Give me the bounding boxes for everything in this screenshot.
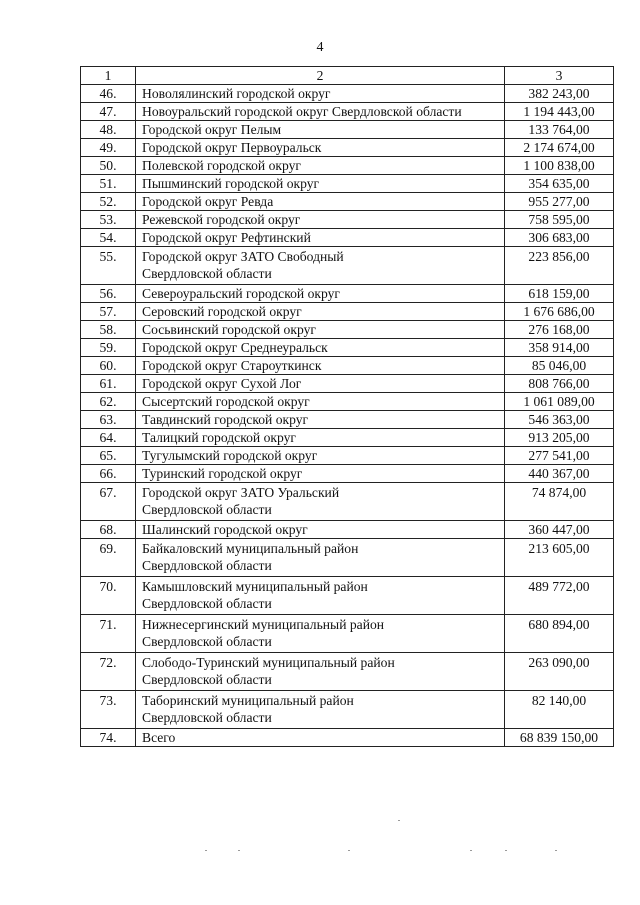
amount-cell: 82 140,00 bbox=[505, 691, 614, 729]
amount-cell: 680 894,00 bbox=[505, 615, 614, 653]
row-number-cell: 72. bbox=[81, 653, 136, 691]
header-cell-number: 1 bbox=[81, 67, 136, 85]
row-number-cell: 52. bbox=[81, 193, 136, 211]
municipality-name-line: Сысертский городской округ bbox=[142, 394, 310, 409]
table-row bbox=[81, 139, 614, 157]
amount-cell: 360 447,00 bbox=[505, 521, 614, 539]
municipality-name-line: Тугулымский городской округ bbox=[142, 448, 318, 463]
municipality-name-cell bbox=[136, 157, 505, 175]
table-row bbox=[81, 615, 614, 653]
municipality-name-line: Городской округ Ревда bbox=[142, 194, 274, 209]
table-row bbox=[81, 321, 614, 339]
table-row bbox=[81, 175, 614, 193]
row-number-cell: 65. bbox=[81, 447, 136, 465]
row-number-cell: 51. bbox=[81, 175, 136, 193]
row-number-cell: 49. bbox=[81, 139, 136, 157]
table-row bbox=[81, 465, 614, 483]
table-row bbox=[81, 375, 614, 393]
municipality-name-cell bbox=[136, 615, 505, 653]
table-row bbox=[81, 577, 614, 615]
municipality-name-line: Талицкий городской округ bbox=[142, 430, 296, 445]
municipality-name-line: Свердловской области bbox=[142, 596, 272, 611]
municipality-name-line: Городской округ Рефтинский bbox=[142, 230, 311, 245]
row-number-cell: 60. bbox=[81, 357, 136, 375]
row-number-cell: 53. bbox=[81, 211, 136, 229]
row-number-cell: 55. bbox=[81, 247, 136, 285]
municipality-name-cell bbox=[136, 521, 505, 539]
row-number-cell: 73. bbox=[81, 691, 136, 729]
amount-cell: 213 605,00 bbox=[505, 539, 614, 577]
table-row bbox=[81, 729, 614, 747]
table-row bbox=[81, 429, 614, 447]
amount-cell: 223 856,00 bbox=[505, 247, 614, 285]
municipality-name-cell bbox=[136, 175, 505, 193]
municipality-name-line: Байкаловский муниципальный район bbox=[142, 541, 359, 556]
amount-cell: 758 595,00 bbox=[505, 211, 614, 229]
municipality-name-line: Туринский городской округ bbox=[142, 466, 303, 481]
municipality-name-cell bbox=[136, 653, 505, 691]
municipality-name-line: Режевской городской округ bbox=[142, 212, 301, 227]
header-cell-value: 3 bbox=[505, 67, 614, 85]
municipality-name-line: Шалинский городской округ bbox=[142, 522, 308, 537]
municipality-name-line: Новолялинский городской округ bbox=[142, 86, 331, 101]
table-row bbox=[81, 521, 614, 539]
amount-cell: 1 676 686,00 bbox=[505, 303, 614, 321]
amount-cell: 68 839 150,00 bbox=[505, 729, 614, 747]
amount-cell: 1 100 838,00 bbox=[505, 157, 614, 175]
municipality-name-line: Свердловской области bbox=[142, 502, 272, 517]
amount-cell: 808 766,00 bbox=[505, 375, 614, 393]
municipality-name-line: Городской округ Первоуральск bbox=[142, 140, 322, 155]
municipality-name-line: Городской округ ЗАТО Уральский bbox=[142, 485, 340, 500]
page-number: 4 bbox=[316, 40, 324, 55]
municipality-name-cell bbox=[136, 577, 505, 615]
municipality-name-cell bbox=[136, 465, 505, 483]
table-row bbox=[81, 447, 614, 465]
amount-cell: 2 174 674,00 bbox=[505, 139, 614, 157]
amount-cell: 913 205,00 bbox=[505, 429, 614, 447]
table-row bbox=[81, 157, 614, 175]
amount-cell: 354 635,00 bbox=[505, 175, 614, 193]
row-number-cell: 48. bbox=[81, 121, 136, 139]
table-row bbox=[81, 121, 614, 139]
municipality-name-cell bbox=[136, 85, 505, 103]
row-number-cell: 66. bbox=[81, 465, 136, 483]
table-row bbox=[81, 247, 614, 285]
municipality-name-cell bbox=[136, 375, 505, 393]
municipality-name-line: Североуральский городской округ bbox=[142, 286, 340, 301]
table-row bbox=[81, 411, 614, 429]
municipality-name-cell bbox=[136, 303, 505, 321]
row-number-cell: 46. bbox=[81, 85, 136, 103]
municipality-name-line: Городской округ Сухой Лог bbox=[142, 376, 302, 391]
municipality-name-cell bbox=[136, 193, 505, 211]
municipality-name-cell bbox=[136, 121, 505, 139]
table-row bbox=[81, 483, 614, 521]
amount-cell: 1 061 089,00 bbox=[505, 393, 614, 411]
municipality-name-line: Серовский городской округ bbox=[142, 304, 302, 319]
amount-cell: 489 772,00 bbox=[505, 577, 614, 615]
table-row bbox=[81, 85, 614, 103]
row-number-cell: 50. bbox=[81, 157, 136, 175]
amount-cell: 440 367,00 bbox=[505, 465, 614, 483]
row-number-cell: 59. bbox=[81, 339, 136, 357]
table-row bbox=[81, 193, 614, 211]
table-row bbox=[81, 285, 614, 303]
amount-cell: 85 046,00 bbox=[505, 357, 614, 375]
municipality-name-line: Городской округ ЗАТО Свободный bbox=[142, 249, 344, 264]
amount-cell: 133 764,00 bbox=[505, 121, 614, 139]
municipality-name-cell bbox=[136, 211, 505, 229]
municipality-name-cell bbox=[136, 285, 505, 303]
table-row bbox=[81, 653, 614, 691]
municipality-name-line: Свердловской области bbox=[142, 558, 272, 573]
row-number-cell: 69. bbox=[81, 539, 136, 577]
municipality-name-line: Слободо-Туринский муниципальный район bbox=[142, 655, 395, 670]
table-row bbox=[81, 357, 614, 375]
municipality-name-line: Камышловский муниципальный район bbox=[142, 579, 368, 594]
amount-cell: 277 541,00 bbox=[505, 447, 614, 465]
municipality-name-cell bbox=[136, 483, 505, 521]
municipality-name-cell bbox=[136, 229, 505, 247]
row-number-cell: 71. bbox=[81, 615, 136, 653]
municipality-name-line: Свердловской области bbox=[142, 710, 272, 725]
amount-cell: 263 090,00 bbox=[505, 653, 614, 691]
municipality-name-line: Городской округ Среднеуральск bbox=[142, 340, 328, 355]
amount-cell: 382 243,00 bbox=[505, 85, 614, 103]
row-number-cell: 54. bbox=[81, 229, 136, 247]
municipality-name-cell bbox=[136, 411, 505, 429]
row-number-cell: 47. bbox=[81, 103, 136, 121]
municipality-name-cell bbox=[136, 321, 505, 339]
municipality-name-line: Полевской городской округ bbox=[142, 158, 301, 173]
municipality-name-line: Свердловской области bbox=[142, 634, 272, 649]
municipality-name-cell bbox=[136, 729, 505, 747]
row-number-cell: 70. bbox=[81, 577, 136, 615]
row-number-cell: 64. bbox=[81, 429, 136, 447]
amount-cell: 618 159,00 bbox=[505, 285, 614, 303]
amount-cell: 1 194 443,00 bbox=[505, 103, 614, 121]
amount-cell: 74 874,00 bbox=[505, 483, 614, 521]
municipality-name-line: Сосьвинский городской округ bbox=[142, 322, 316, 337]
amount-cell: 276 168,00 bbox=[505, 321, 614, 339]
row-number-cell: 56. bbox=[81, 285, 136, 303]
municipality-name-cell bbox=[136, 339, 505, 357]
municipality-name-line: Нижнесергинский муниципальный район bbox=[142, 617, 385, 632]
municipality-name-cell bbox=[136, 393, 505, 411]
municipality-name-line: Новоуральский городской округ Свердловской области bbox=[142, 104, 462, 119]
municipality-name-line: Пышминский городской округ bbox=[142, 176, 320, 191]
municipality-name-line: Городской округ Староуткинск bbox=[142, 358, 322, 373]
amount-cell: 306 683,00 bbox=[505, 229, 614, 247]
municipality-name-line: Таборинский муниципальный район bbox=[142, 693, 354, 708]
amount-cell: 955 277,00 bbox=[505, 193, 614, 211]
municipality-name-line: Тавдинский городской округ bbox=[142, 412, 309, 427]
header-cell-name: 2 bbox=[136, 67, 505, 85]
table-row bbox=[81, 539, 614, 577]
municipality-name-cell bbox=[136, 539, 505, 577]
municipality-name-line: Свердловской области bbox=[142, 672, 272, 687]
municipality-name-cell bbox=[136, 357, 505, 375]
row-number-cell: 61. bbox=[81, 375, 136, 393]
municipality-name-cell bbox=[136, 247, 505, 285]
municipality-name-cell bbox=[136, 103, 505, 121]
table-row bbox=[81, 393, 614, 411]
table-row bbox=[81, 691, 614, 729]
row-number-cell: 58. bbox=[81, 321, 136, 339]
budget-allocation-table bbox=[80, 66, 614, 747]
row-number-cell: 74. bbox=[81, 729, 136, 747]
row-number-cell: 63. bbox=[81, 411, 136, 429]
table-header-row bbox=[81, 67, 614, 85]
table-row bbox=[81, 303, 614, 321]
table-row bbox=[81, 211, 614, 229]
municipality-name-cell bbox=[136, 447, 505, 465]
amount-cell: 546 363,00 bbox=[505, 411, 614, 429]
table-row bbox=[81, 229, 614, 247]
municipality-name-line: Городской округ Пелым bbox=[142, 122, 282, 137]
row-number-cell: 67. bbox=[81, 483, 136, 521]
table-row bbox=[81, 103, 614, 121]
municipality-name-cell bbox=[136, 429, 505, 447]
municipality-name-line: Всего bbox=[142, 730, 176, 745]
municipality-name-cell bbox=[136, 691, 505, 729]
municipality-name-line: Свердловской области bbox=[142, 266, 272, 281]
amount-cell: 358 914,00 bbox=[505, 339, 614, 357]
table-row bbox=[81, 339, 614, 357]
municipality-name-cell bbox=[136, 139, 505, 157]
row-number-cell: 57. bbox=[81, 303, 136, 321]
row-number-cell: 62. bbox=[81, 393, 136, 411]
row-number-cell: 68. bbox=[81, 521, 136, 539]
